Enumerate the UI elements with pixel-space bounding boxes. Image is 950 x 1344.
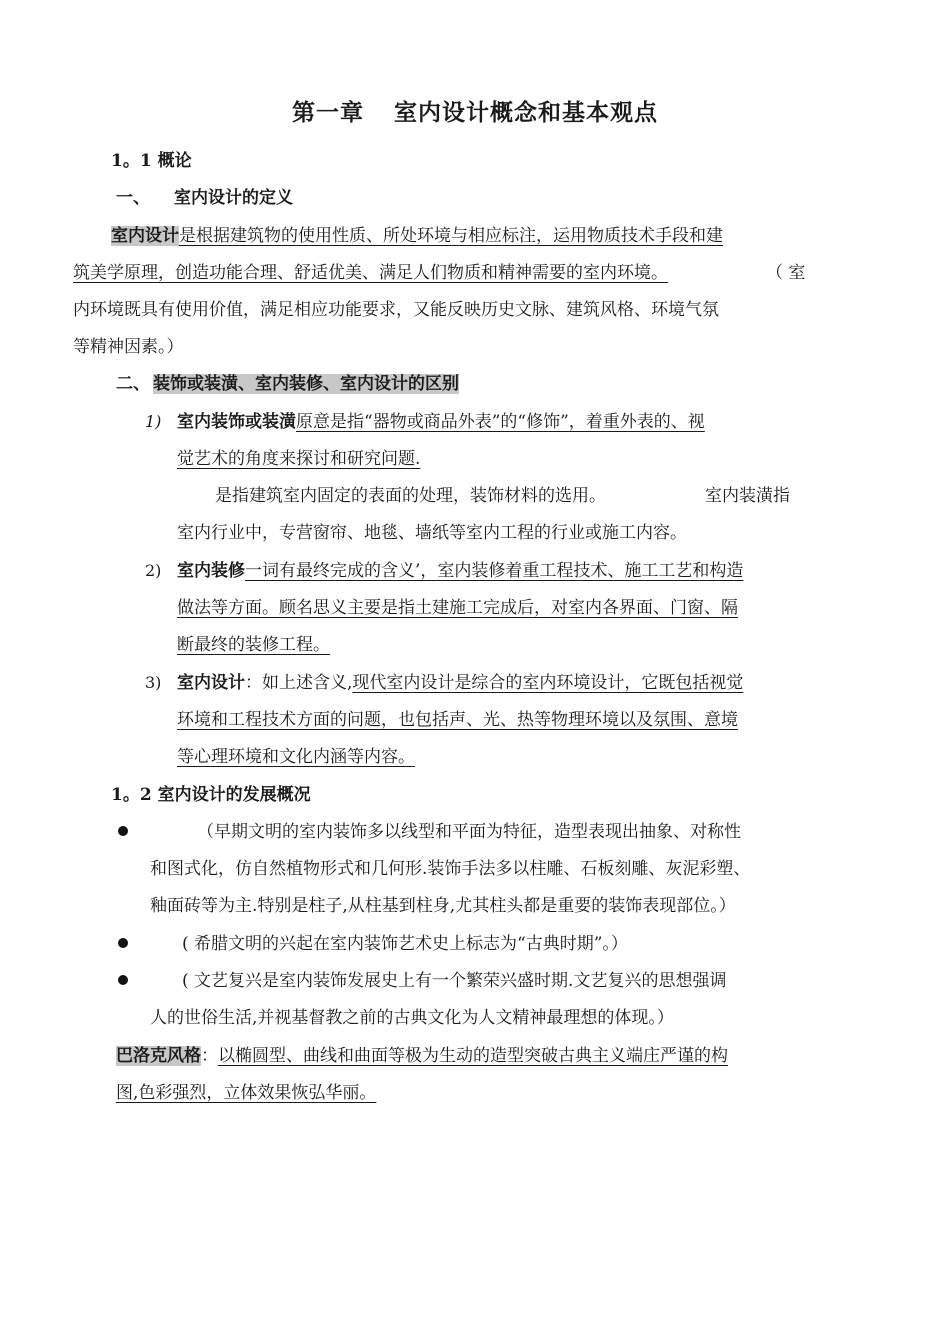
- bullet3-line-1: ( 文艺复兴是室内装饰发展史上有一个繁荣兴盛时期.文艺复兴的思想强调: [182, 971, 727, 991]
- item2-line-2: 做法等方面。顾名思义主要是指土建施工完成后，对室内各界面、门窗、隔: [177, 598, 738, 618]
- baroque-line-1: [116, 1044, 728, 1068]
- term-interior-design: 室内设计: [111, 226, 179, 246]
- item2-line-3: 断最终的装修工程。: [177, 635, 330, 655]
- bullet-dot-3: [118, 975, 128, 985]
- item1-line-3a: 是指建筑室内固定的表面的处理，装饰材料的选用。: [215, 486, 606, 506]
- definition-note-line-1: 内环境既具有使用价值，满足相应功能要求，又能反映历史文脉、建筑风格、环境气氛: [73, 300, 719, 320]
- list-marker-3: 3): [145, 673, 162, 692]
- baroque-text: 以椭圆型、曲线和曲面等极为生动的造型突破古典主义端庄严谨的构: [218, 1046, 728, 1066]
- item1-line-4: 室内行业中，专营窗帘、地毯、墙纸等室内工程的行业或施工内容。: [177, 523, 687, 543]
- item3-colon: ：: [245, 673, 262, 693]
- bullet1-line-1: （早期文明的室内装饰多以线型和平面为特征，造型表现出抽象、对称性: [197, 822, 741, 842]
- term-baroque: 巴洛克风格: [116, 1046, 201, 1066]
- bullet3-line-2: 人的世俗生活,并视基督教之前的古典文化为人文精神最理想的体现。）: [150, 1008, 674, 1028]
- section-heading-1-1: 1。1 概论: [111, 151, 192, 171]
- definition-line-2: [73, 261, 668, 285]
- item2-line-1: [177, 559, 743, 583]
- chapter-number: 第一章: [292, 99, 364, 126]
- definition-line-1: [111, 224, 723, 248]
- list-marker-1: 1): [145, 412, 162, 431]
- chapter-name: 室内设计概念和基本观点: [394, 99, 658, 126]
- item3-text: 现代室内设计是综合的室内环境设计，它既包括视觉: [352, 673, 744, 693]
- definition-note-line-2: 等精神因素。）: [73, 337, 184, 357]
- bullet1-line-3: 釉面砖等为主.特别是柱子,从柱基到柱身,尤其柱头都是重要的装饰表现部位。）: [150, 896, 736, 916]
- definition-note-start: （ 室: [766, 263, 806, 283]
- bullet2-line-1: ( 希腊文明的兴起在室内装饰艺术史上标志为“古典时期”。）: [182, 934, 628, 954]
- item3-line-3: 等心理环境和文化内涵等内容。: [177, 747, 415, 767]
- bullet-dot-1: [118, 826, 128, 836]
- term-decoration: 室内装饰或装潢: [177, 412, 296, 432]
- item3-plain: 如上述含义,: [262, 673, 353, 693]
- item1-line-3b: 室内装潢指: [705, 486, 790, 506]
- chapter-title: [0, 94, 950, 127]
- item1-line-2: 觉艺术的角度来探讨和研究问题.: [177, 449, 421, 469]
- subsection-number-1: 一、: [116, 188, 150, 208]
- item1-text: 原意是指“器物或商品外表”的“修饰”，着重外表的、视: [296, 412, 705, 432]
- definition-text-2: 筑美学原理，创造功能合理、舒适优美、满足人们物质和精神需要的室内环境。: [73, 263, 668, 283]
- term-renovation: 室内装修: [177, 561, 245, 581]
- baroque-line-2: 图,色彩强烈，立体效果恢弘华丽。: [116, 1083, 377, 1103]
- baroque-colon: ：: [201, 1046, 218, 1066]
- bullet-dot-2: [118, 938, 128, 948]
- definition-text: 是根据建筑物的使用性质、所处环境与相应标注，运用物质技术手段和建: [179, 226, 723, 246]
- subsection-heading-definition: 室内设计的定义: [174, 188, 293, 208]
- item1-line-1: [177, 410, 705, 434]
- list-marker-2: 2): [145, 561, 162, 580]
- section-heading-1-2: 1。2 室内设计的发展概况: [111, 785, 311, 805]
- item3-line-2: 环境和工程技术方面的问题，也包括声、光、热等物理环境以及氛围、意境: [177, 710, 738, 730]
- term-design: 室内设计: [177, 673, 245, 693]
- bullet1-line-2: 和图式化，仿自然植物形式和几何形.装饰手法多以柱雕、石板刻雕、灰泥彩塑、: [150, 859, 751, 879]
- subsection-heading-difference: [153, 372, 459, 396]
- item3-line-1: [177, 671, 743, 695]
- item2-text: 一词有最终完成的含义’，室内装修着重工程技术、施工工艺和构造: [245, 561, 744, 581]
- subsection-number-2: 二、: [116, 374, 150, 394]
- difference-heading-text: 装饰或装潢、室内装修、室内设计的区别: [153, 374, 459, 394]
